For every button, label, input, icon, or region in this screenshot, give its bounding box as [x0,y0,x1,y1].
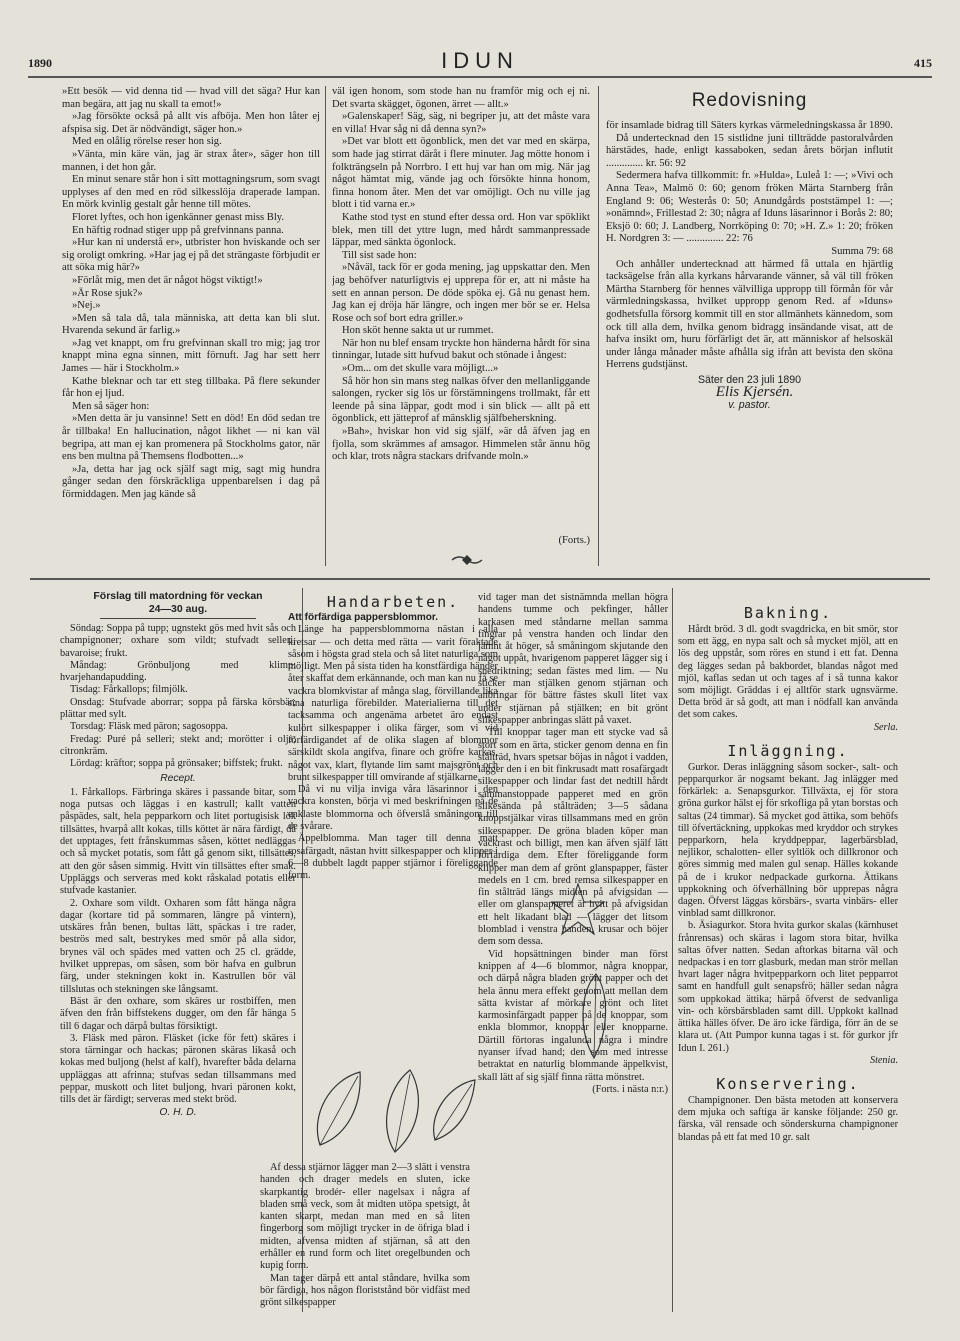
ornament-icon [450,553,484,567]
story-paragraph: Till sist sade hon: [342,249,417,261]
story-column-1 [62,86,320,576]
story-paragraph: »Men detta är ju vansinne! Sett en död! En död sedan tre år tillbaka! En hallucination, något likhet — ni kan väl begripa, att man ej kan promenera på Stockholms gator, när ens ben multna på Themsens flodbotten...» [62,413,320,463]
redovisning-date: Säter den 23 juli 1890 [697,373,802,386]
story-paragraph: »Är Rose sjuk?» [72,287,143,299]
menu-day: Fredag: Puré på selleri; stekt and; morötter i olja; citronkräm. [60,733,296,757]
column-rule [672,588,673,1312]
matordning-rule [100,618,256,619]
menu-day: Torsdag: Fläsk med päron; sagosoppa. [70,721,228,733]
menu-day: Söndag: Soppa på tupp; ugnstekt gös med hvit sås och champignoner; oxhare som vildt; stufvadt selleri; bavaroise; frukt. [60,623,296,659]
recipe-paragraph: 3. Fläsk med päron. Fläsket (icke för fett) skäres i stora tärningar och hackas; päronen skäras likaså och kokas med buljong (helst af kalf), hvarefter båda delarna uppläggas att afrinna; stufvas sedan tillsammans med peppar, muskott och litet buljong, hvari päronen kokt, tills det är färdigt; serveras med stekt bröd. [60,1032,296,1106]
inlaggning-signature: Stenia. [869,1054,898,1066]
story-paragraph: Men så säger hon: [72,400,150,412]
konservering-paragraph: Champignoner. Den bästa metoden att konservera dem mjuka och saftiga är kanske följande: 250 gr. färska, väl rensade och sönderskurna champignoner blandas på ett fat med 10 gr. salt [678,1094,898,1143]
matordning-title: Förslag till matordning för veckan [93,590,263,602]
redovisning-paragraph: Då undertecknad den 15 sistlidne juni tillträdde pastoralvården härstädes, hade, enligt kassaboken, sedan årets början influtit .............. kr. 56: 92 [606,132,893,169]
redovisning-signature-title: v. pastor. [728,399,771,412]
menu-day: Lördag: kräftor; soppa på grönsaker; biffstek; frukt. [70,758,283,770]
bakning-paragraph: Hårdt bröd. 3 dl. godt svagdricka, en bit smör, stor som ett ägg, en nypa salt och så mycket mjöl, att en lös deg uppstår, som röres en stund i ett fat. Denna deg lägges sedan på bakbordet, blandas något med mjöl, kaflas sedan ut och tages af i så tunna kakor som möjligt. Gräddas i ej alltför stark ugnsvärme. Detta bröd är så godt, att man i nödfall kan använda det som cakes. [678,624,898,721]
redovisning-title: Redovisning [691,90,808,111]
story-paragraph: »Nej.» [72,300,101,312]
bakning-signature: Serla. [873,721,898,733]
handarbeten-paragraph: Af dessa stjärnor lägger man 2—3 slätt i venstra handen och drager medels en sluten, icke skarpkantig brodér- eller nagelsax i några af bladen små veck, som åt midten utöpa spetsigt, åt kanten skarpt, medan man med en så liten fingerborg som möjligt trycker in de öfriga blad i midten, afvensa midten af stjärnan, så att den erhåller en rund form och litet oregelbunden och kupig form. [260,1162,470,1272]
story-paragraph: »Det var blott ett ögonblick, men det var med en skärpa, som hade jag stirrat däråt i flere minuter. Jag mötte honom i folkträngseln på Norrbro. I ett huj var han om mig. När jag något hämtat mig, vände jag och försökte hinna honom, finna honom åter. Men det var omöjligt. Och nu ville jag blott i tid varna er.» [332,136,590,211]
story-paragraph: Kathe stod tyst en stund efter dessa ord. Hon var spöklikt blek, men till det yttre lugn, med hårdt sammanpressade läppar, med sänkta ögonlock. [332,211,590,249]
recipe-paragraph: Bäst är den oxhare, som skäres ur rostbiffen, men äfven den från biffstekens dugger, om den får hänga 5 till 6 dagar och därpå bultas försiktigt. [60,995,296,1032]
handarbeten-column-2 [478,592,668,1312]
handarbeten-continued-note: (Forts. i nästa n:r.) [592,1083,668,1095]
story-paragraph: Så hör hon sin mans steg nalkas öfver den mellanliggande salongen, rycker sig lös ur förstämningens trollmakt, får ett leende på sina läppar, godt mod i sin blick — allt på ett ögonblick, ett jätteprof af mänsklig själfbeherskning. [332,375,590,425]
matordning-dates: 24—30 aug. [148,603,208,615]
story-paragraph: Kathe bleknar och tar ett steg tillbaka. På flere sekunder får hon ej ljud. [62,375,320,400]
handarbeten-subtitle: Att förfärdiga pappersblommor. [288,612,439,623]
story-paragraph: »Jag försökte också på allt vis afböja. Men hon låter ej afspisa sig. Det är nödvändigt, säger hon.» [62,111,320,135]
page-header [28,48,932,74]
story-column-2 [332,86,590,552]
story-paragraph: Floret lyftes, och hon igenkänner genast miss Bly. [72,211,285,223]
redovisning-summa: Summa 79: 68 [831,245,893,257]
story-paragraph: »Ett besök — vid denna tid — hvad vill det säga? Hur kan man begära, att jag nu skall ta emot!» [62,86,320,110]
handarbeten-paragraph: Äppelblomma. Man tager till denna matt rosafärgadt, nästan hvitt silkespapper och klipper i 6—8 dubbelt lagdt papper stjärnor i föreliggande form. [288,833,498,882]
story-paragraph: »Om... om det skulle vara möjligt...» [342,363,499,375]
story-paragraph: »Vänta, min käre vän, jag är strax åter», säger hon till mannen, i det hon går. [62,148,320,173]
inlaggning-title: Inläggning. [727,741,849,760]
story-paragraph: »Jag vet knappt, om fru grefvinnan skall tro mig; jag tror knappt mina egna sinnen, mitt förnuft. Jag har sett herr James — här i Stockholm.» [62,337,320,375]
story-paragraph: »Hur kan ni understå er», utbrister hon hviskande och ser sig oroligt omkring. »Har jag ej på det strängaste förbjudit er att söka mig här?» [62,237,320,274]
redovisning-paragraph: Och anhåller undertecknad att härmed få uttala en hjärtlig tacksägelse från alla kyrkans hårvarande vänner, så väl till fröken Märtha Starnberg för hennes välvilliga uppropp till förmån för vår värmledningskassa, hvilket uppropp genom Red. af »Iduns» godhetsfulla försorg kommit till en stor allmänhets kännedom, som ock till alla dem, hvilka genom bidragg insändande visat, att de hafva insikt om, huru förfärligt det är, att människor af helsoskäl under långa månader måste afhålla sig ifrån att bevista den sköna Herrens gudstjänst. [606,258,893,371]
handarbeten-paragraph: Till knoppar tager man ett stycke vad så stort som en ärta, sticker genom denna en fin stålträd, hvars spetsar böjas in något i vadden, lägger den i en bit finkrusadt matt rosafärgadt silkespapper och lindar fast det nedtill hårdt sammanstoppade papperet med en grön silkesända på stålträden; 3—5 sådana knoppstjälkar viras tillsammans med en grön silkespapper. De gröna bladen köper man vackrast och billigt, men kan äfven själf lätt förfärdiga dem. Efter föreliggande form klipper man dem af grönt glanspapper, fäster medels en 1 cm. bred remsa silkespapper en fin stålträd längs midten på afvigsidan — eller om glanspapperet är hvitt på afvigsidan ett helt likadant blad — lägger det litsom blomblad i venstra handen, krusar och böjer dem som dessa. [478,727,668,948]
recipe-heading: Recept. [160,772,196,784]
masthead-title: IDUN [441,48,519,73]
handarbeten-paragraph: Länge ha pappersblommorna nästan i alla kretsar — och detta med rätta — varit föraktade såsom i högsta grad stela och så litet naturliga som möjligt. Men på sista tiden ha konstfärdiga händer åter skaffat dem erkännande, och man kan nu få se vackra blomkvistar af många slag, förvillande lika sina naturliga förebilder. Materialierna till det tacksamma och angenäma arbetet äro endast kulört silkespapper i olika färger, som vi vid förfärdigandet af de olika slagen af blommor särskildt skola angifva, finare och gröfre karkas, något vax, klart, flytande lim samt majsgrönt och brunt silkespapper till omvirande af stjälkarne. [288,624,498,783]
page-number-right: 415 [914,56,932,70]
story-paragraph: När hon nu blef ensam tryckte hon händerna hårdt för sina tinningar, lutade sitt hufvud bakut och stönade i ångest: [332,337,590,362]
section-rule [30,578,930,580]
story-paragraph: Hon sköt henne sakta ut ur rummet. [342,325,494,337]
handarbeten-column [288,592,498,1032]
column-rule [325,86,326,566]
page-number-left: 1890 [28,56,52,70]
redovisning-paragraph: Sedermera hafva tillkommit: fr. »Hulda», Luleå 1: —; »Vivi och Anna Tea», Malmö 0: 60; genom fröken Märta Starnberg från England 9: 06; Westerås 0: 50; Anundgårds poststämpel 1: —; »onämnd», Frillestad 2: 30; några af Iduns läsarinnor i Borås 2: 80; Eksjö 0: 60; J. Landberg, Norrköping 0: 70; »H. Z.» 1: 20; fröken H. Nordgren 3: — .............. 22: 76 [606,170,893,245]
handarbeten-paragraph: Man tager därpå ett antal ståndare, hvilka som bör färdiga, hos någon floriststånd bör vidfäst med grönt silkespapper [260,1272,470,1309]
story-paragraph: »Nåväl, tack för er goda mening, jag uppskattar den. Men jag behöfver naturligtvis ej upprepa för er, att ni måste ha sett en annan person. De döde spöka ej. Gå nu genast hem. Jag kan ej dröja här längre, och ingen mer bör se er. Helsa Rose och sof bort edra griller.» [332,262,590,324]
story-paragraph: En minut senare står hon i sitt mottagningsrum, som svagt upplyses af den med en röd silkesslöja draperade lampan. En mörk kvinlig gestalt går henne till mötes. [62,174,320,211]
story-paragraph: »Men så tala då, tala människa, att detta kan bli slut. Hvarenda sekund är farlig.» [62,312,320,337]
menu-day: Tisdag: Fårkallops; filmjölk. [70,684,188,696]
recipes-column [678,592,898,1312]
leaf-pattern-icon [300,1060,480,1160]
handarbeten-column-continued [260,1162,470,1312]
redovisning-column [606,88,893,518]
header-rule [28,76,932,78]
redovisning-signature: Elis Kjersén. [715,384,794,401]
recipe-paragraph: 1. Fårkallops. Färbringa skäres i passande bitar, som noga putsas och läggas i en kastrull; kallt vatten påspädes, salt, hela pepparkorn och litet portugisisk lök tillsättes, hvarpå allt kokas, tills köttet är nära färdigt, då det upptages, fett frånskummas såsen, köttet nedläggas och så mycket potatis, som fått gå genom sikt, tillsättes, att den gör såsen simmig. Hvitt vin tillsättes efter smak. Uppläggs och serveras med kokt råskalad potatis eller stufvade kastanier. [60,786,296,897]
redovisning-paragraph: för insamlade bidrag till Säters kyrkas värmeledningskassa år 1890. [606,120,893,131]
story-paragraph: »Ja, detta har jag ock själf sagt mig, sagt mig hundra gånger sedan den förskräckliga uppenbarelsen i dag på förmiddagen. Men jag kände så [62,463,320,500]
handarbeten-paragraph: Vid hopsättningen binder man först knippen af 4—6 blommor, några knoppar, och därpå några bladen grönt papper och det hela ännu mera effekt genom att mellan dem sätta kvistar af mörkare grönt och litet karmosinfärgadt papper på de knoppar, som enkla blommor, knoppar eller knopparne. Därtill förtoras ingalunda några i mindre nyanser ifvad hand; den som med intresse betraktat en naturlig blommande äppelkvist, skall lätt af sig själf finna rätta mönstret. [478,948,668,1083]
recipe-paragraph: 2. Oxhare som vildt. Oxharen som fått hänga några dagar (kortare tid på sommaren, längre på vintern), utskäres från benen, bultas lätt, späckas i tre rader, beströs med salt, bestrykes med smör på alla sidor, brynes väl och spädes med vatten och 25 cl. grädde, hvilket upprepas, om såsen, som bör hafva en gulbrun färg, under stekningen kokt in. Kastrullen bör väl tillslutas och stekningen ske långsamt. [60,897,296,995]
story-paragraph: »Galenskaper! Säg, säg, ni begriper ju, att det måste vara en villa! Hvar såg ni då denna syn?» [332,111,590,135]
inlaggning-paragraph: Gurkor. Deras inläggning såsom socker-, salt- och pepparqurkor är nogsamt bekant. Jag inlägger med förkärlek: a. Senapsgurkor. Tillväxta, ej för stora gröna gurkor hälst ej för srkofliga på ytan borstas och saltas (24 timmar). Så mycket god ättika, som behöfs till öfvertäckning, uppkokas med kryddor och strykes pepparkorn, hela kryddpeppar, lagerbärsblad, nejlikor, schalotten- eller syltlök och dillkronor och göres simmig med malen gul senap. Hälles kokande på de i krukor nedpackade gurkorna. Ättikans uppkokning och öfverhällning bör upprepas några dagen. Öfverst läggas körsbärs-, svarta vinbärs- eller vinblad samt dillkronor. [678,761,898,920]
story-continued-note: (Forts.) [558,535,590,546]
column-rule [598,86,599,566]
konservering-title: Konservering. [716,1074,860,1093]
recipe-signature: O. H. D. [159,1106,197,1118]
story-paragraph: Med en olålig rörelse reser hon sig. [72,136,222,148]
inlaggning-paragraph: b. Äsiagurkor. Stora hvita gurkor skalas (kärnhuset frånrensas) och skäras i lagom stora bitar, hvilka saltas öfver natten. Sedan aftorkas bitarna väl och nedpackas i en torr glasburk, medan man strör mellan hvart lager några hvitpepparkorn och litet pepparrot samt en handfull gult senapsfrö; häller sedan några som uppkokad ättika; härpå öfverst de sedvanliga vin- och körsbärsbladen samt dill. Uppkokt kallnad ättika hälles öfver. De äro icke färdiga, förr än de se klara ut. (Att Pumpor kunna tagas i st. för gurkor jfr Idun I. 261.) [678,920,898,1054]
story-paragraph: »Bah», hviskar hon vid sig själf, »är då äfven jag en fjolla, som skrämmes af amsagor. Himmelen står ännu hög och klar, trots några stackars drifvande moln.» [332,426,590,463]
handarbeten-title: Handarbeten. [326,593,460,611]
handarbeten-paragraph: Då vi nu vilja inviga våra läsarinnor i den vackra konsten, börja vi med beskrifningen på de enklaste blommorna och öfverslå småningom till de svårare. [288,784,498,833]
story-paragraph: En häftig rodnad stiger upp på grefvinnans panna. [72,224,284,236]
handarbeten-paragraph: vid tager man det sistnämnda mellan högra handens tumme och pekfinger, håller karkasen med ståndarne mellan samma fingrar på venstra handen och lindar den jämnt åt höger, så småningom skjutande den något uppåt, hvarigenom papperet lägger sig i snedriktning; sedan fästes med lim. — Nu sticker man stjälken genom stjärnan och anbringar för bättre fästes skull litet vax under stjärnan på stjälken; en bit grönt silkespapper anbringas slätt på vaxet. [478,592,668,726]
menu-day: Måndag: Grönbuljong med klimp: hvarjehandapudding. [60,659,296,684]
menu-day: Onsdag: Stufvade aborrar; soppa på färska körsbär; plättar med sylt. [60,696,296,721]
story-paragraph: väl igen honom, som stode han nu framför mig och ej ni. Det svarta skägget, ögonen, ärret — allt.» [332,86,590,110]
story-paragraph: »Förlåt mig, men det är något högst viktigt!» [72,274,263,286]
bakning-title: Bakning. [743,604,833,622]
